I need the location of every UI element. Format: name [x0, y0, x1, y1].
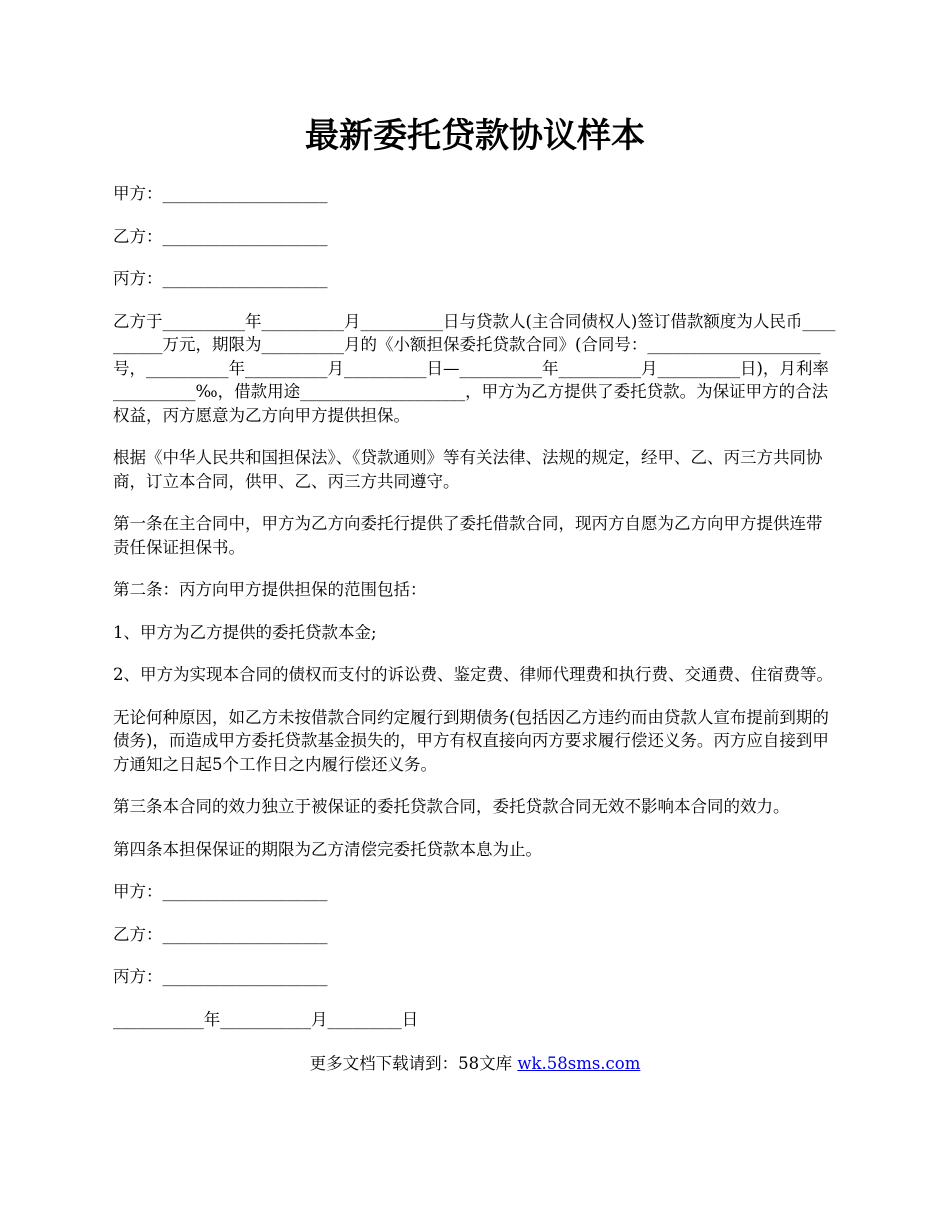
loan-background-paragraph: 乙方于__________年__________月__________日与贷款人(主合同债权人)签订借款额度为人民币__________万元，期限为__________月的《小额担保委托贷款合同》(合同号：_____________________号，__________年__________月__________日—__________年__________月__________日)，月利率__________‰，借款用途____________________，甲方为乙方提供了委托贷款。为保证甲方的合法权益，丙方愿意为乙方向甲方提供担保。 [113, 311, 836, 425]
legal-basis-paragraph: 根据《中华人民共和国担保法》、《贷款通则》等有关法律、法规的规定，经甲、乙、丙三方共同协商，订立本合同，供甲、乙、丙三方共同遵守。 [113, 448, 823, 491]
party-c-line-top: 丙方：____________________ [113, 269, 328, 288]
scope-item-two: 2、甲方为实现本合同的债权而支付的诉讼费、鉴定费、律师代理费和执行费、交通费、住宿费等。 [113, 665, 833, 684]
article-two-heading: 第二条：丙方向甲方提供担保的范围包括： [113, 580, 427, 599]
footer-link[interactable]: wk.58sms.com [517, 1054, 641, 1073]
party-c-signature-line: 丙方：____________________ [113, 967, 328, 986]
party-a-signature-line: 甲方：____________________ [113, 882, 328, 901]
article-one-paragraph: 第一条在主合同中，甲方为乙方向委托行提供了委托借款合同，现丙方自愿为乙方向甲方提供连带责任保证担保书。 [113, 514, 823, 557]
footer-prefix-text: 更多文档下载请到：58文库 [309, 1054, 513, 1073]
document-title: 最新委托贷款协议样本 [305, 116, 645, 156]
download-footer [113, 1052, 837, 1075]
party-b-signature-line: 乙方：____________________ [113, 924, 328, 944]
scope-item-one: 1、甲方为乙方提供的委托贷款本金; [113, 622, 377, 642]
party-a-line-top: 甲方：____________________ [113, 184, 328, 203]
date-signature-line: ___________年___________月_________日 [113, 1009, 419, 1029]
article-three-paragraph: 第三条本合同的效力独立于被保证的委托贷款合同，委托贷款合同无效不影响本合同的效力。 [113, 797, 790, 816]
repayment-obligation-paragraph: 无论何种原因，如乙方未按借款合同约定履行到期债务(包括因乙方违约而由贷款人宣布提前到期的债务)，而造成甲方委托贷款基金损失的，甲方有权直接向丙方要求履行偿还义务。丙方应自接到甲方通知之日起5个工作日之内履行偿还义务。 [113, 707, 829, 774]
article-four-paragraph: 第四条本担保保证的期限为乙方清偿完委托贷款本息为止。 [113, 839, 542, 859]
party-b-line-top: 乙方：____________________ [113, 226, 328, 246]
